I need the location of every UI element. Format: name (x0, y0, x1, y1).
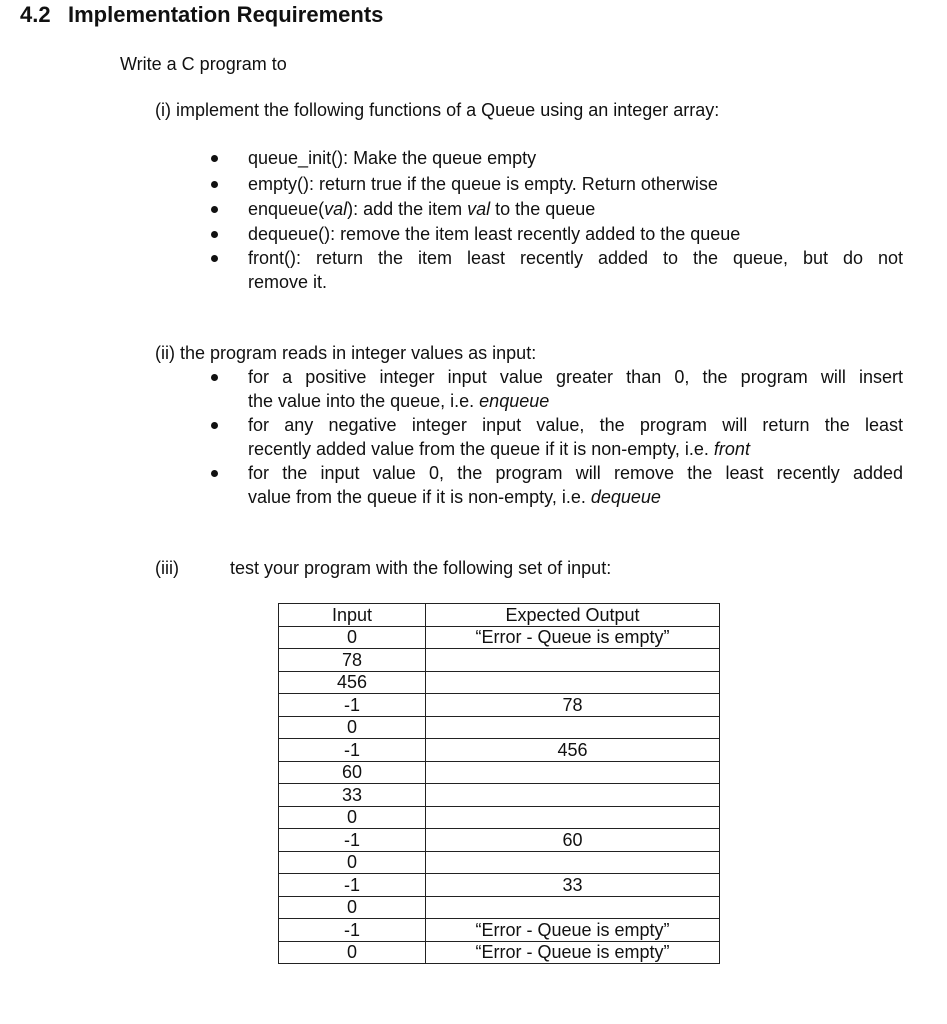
table-row (279, 851, 720, 874)
bullet-icon (211, 181, 218, 188)
input-cell: 78 (279, 649, 426, 672)
input-cell: 0 (279, 716, 426, 739)
input-cell: 33 (279, 784, 426, 807)
table-row (279, 694, 720, 717)
input-cell: 0 (279, 896, 426, 919)
bullet-icon (211, 255, 218, 262)
list-item: for the input value 0, the program will remove the least recently added (248, 463, 903, 483)
list-item-cont: the value into the queue, i.e. enqueue (248, 391, 550, 411)
part3-text: test your program with the following set of input: (230, 558, 612, 578)
header-expected-output: Expected Output (426, 604, 720, 627)
table-row (279, 784, 720, 807)
input-cell: 456 (279, 671, 426, 694)
expected-output-cell (426, 716, 720, 739)
list-item: enqueue(val): add the item val to the queue (248, 199, 596, 219)
list-item: for a positive integer input value greater than 0, the program will insert (248, 367, 903, 387)
expected-output-cell: 456 (426, 739, 720, 762)
expected-output-cell (426, 851, 720, 874)
section-title: Implementation Requirements (68, 2, 384, 27)
list-item: for any negative integer input value, the program will return the least (248, 415, 903, 435)
list-item-cont: remove it. (248, 272, 328, 292)
table-row (279, 761, 720, 784)
input-cell: -1 (279, 919, 426, 942)
input-cell: -1 (279, 694, 426, 717)
bullet-icon (211, 155, 218, 162)
table-row (279, 896, 720, 919)
list-item-cont: recently added value from the queue if it is non-empty, i.e. front (248, 439, 750, 459)
table-row (279, 671, 720, 694)
expected-output-cell: “Error - Queue is empty” (426, 941, 720, 964)
expected-output-cell: “Error - Queue is empty” (426, 626, 720, 649)
expected-output-cell: 60 (426, 829, 720, 852)
part1-label: (i) implement the following functions of a Queue using an integer array: (155, 100, 720, 120)
table-row (279, 919, 720, 942)
expected-output-cell: “Error - Queue is empty” (426, 919, 720, 942)
table-row (279, 806, 720, 829)
bullet-icon (211, 422, 218, 429)
expected-output-cell (426, 896, 720, 919)
expected-output-cell (426, 806, 720, 829)
part2-label: (ii) the program reads in integer values as input: (155, 343, 537, 363)
table-row (279, 874, 720, 897)
list-item: queue_init(): Make the queue empty (248, 148, 537, 168)
input-cell: 0 (279, 941, 426, 964)
table-header-row (279, 604, 720, 627)
expected-output-cell (426, 784, 720, 807)
list-item: front(): return the item least recently added to the queue, but do not (248, 248, 903, 268)
input-cell: 0 (279, 626, 426, 649)
bullet-icon (211, 470, 218, 477)
header-input: Input (279, 604, 426, 627)
bullet-icon (211, 206, 218, 213)
table-row (279, 941, 720, 964)
expected-output-cell (426, 671, 720, 694)
table-row (279, 626, 720, 649)
list-item: empty(): return true if the queue is empty. Return otherwise (248, 174, 718, 194)
part3-label: (iii) (155, 558, 179, 578)
bullet-icon (211, 231, 218, 238)
input-cell: -1 (279, 874, 426, 897)
table-row (279, 829, 720, 852)
bullet-icon (211, 374, 218, 381)
expected-output-cell: 33 (426, 874, 720, 897)
list-item: dequeue(): remove the item least recently added to the queue (248, 224, 741, 244)
expected-output-cell: 78 (426, 694, 720, 717)
input-cell: 0 (279, 851, 426, 874)
input-cell: 60 (279, 761, 426, 784)
section-number: 4.2 (20, 2, 51, 27)
table-row (279, 649, 720, 672)
input-cell: -1 (279, 739, 426, 762)
table-row (279, 716, 720, 739)
input-cell: 0 (279, 806, 426, 829)
table-row (279, 739, 720, 762)
input-cell: -1 (279, 829, 426, 852)
list-item-cont: value from the queue if it is non-empty, i.e. dequeue (248, 487, 661, 507)
expected-output-cell (426, 649, 720, 672)
test-table (278, 603, 720, 964)
intro-text: Write a C program to (120, 54, 287, 74)
expected-output-cell (426, 761, 720, 784)
